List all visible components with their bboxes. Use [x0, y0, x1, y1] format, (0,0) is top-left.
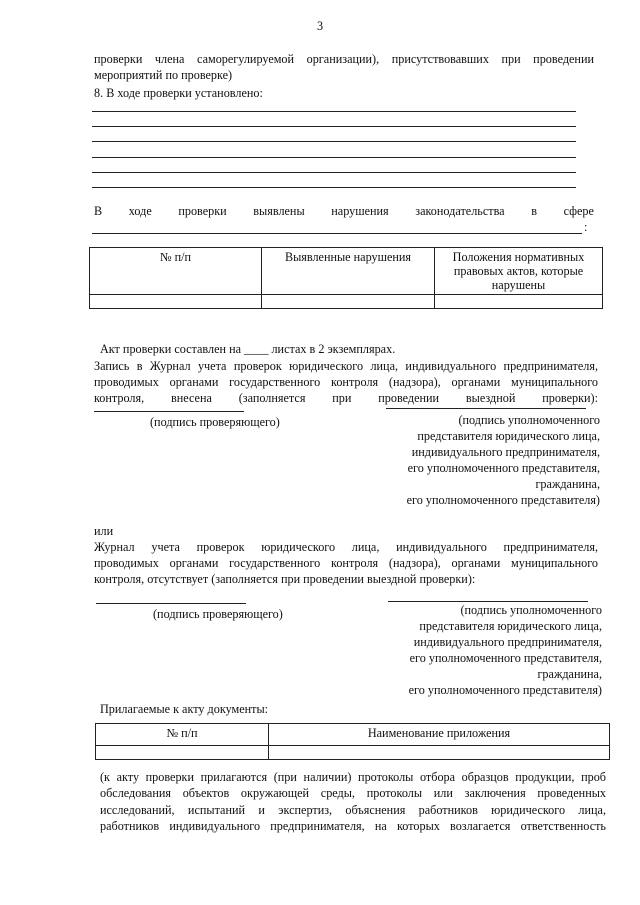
col-number-header: № п/п [96, 724, 269, 746]
rep-label-line: индивидуального предпринимателя, [411, 445, 600, 459]
rep-label-line: (подпись уполномоченного [458, 413, 600, 427]
word: в [531, 204, 537, 218]
findings-line [92, 157, 576, 158]
journal-entry-line-3 [94, 391, 598, 406]
representative-signature-line [388, 601, 588, 602]
findings-line [92, 141, 576, 142]
rep-label-line: гражданина, [537, 667, 602, 681]
col-regulations-header: Положения нормативных правовых актов, которые нарушены [435, 248, 603, 295]
rep-label-line: представителя юридического лица, [419, 619, 602, 633]
journal-entry-line-1: Запись в Журнал учета проверок юридического лица, индивидуального предпринимателя, [94, 359, 598, 373]
inspector-signature-label: (подпись проверяющего) [153, 607, 283, 621]
word: проведении [378, 391, 440, 405]
attachments-table [95, 723, 610, 760]
findings-line [92, 172, 576, 173]
table-cell[interactable] [90, 295, 262, 309]
rep-label-line: представителя юридического лица, [417, 429, 600, 443]
table-cell[interactable] [435, 295, 603, 309]
footer-note-line-3: исследований, испытаний и экспертиз, объяснения работников юридического лица, [100, 803, 606, 817]
footer-note-line-2: обследования объектов окружающей среды, протоколы или заключения проведенных [100, 786, 606, 800]
rep-label-line: его уполномоченного представителя, [409, 651, 602, 665]
page-number: 3 [316, 19, 324, 33]
findings-line [92, 111, 576, 112]
word: выездной [465, 391, 516, 405]
violations-table [89, 247, 603, 309]
rep-label-line: (подпись уполномоченного [460, 603, 602, 617]
rep-label-line: его уполномоченного представителя) [406, 493, 600, 507]
word: проверки [178, 204, 227, 218]
violations-sentence [94, 204, 594, 219]
word: нарушения [331, 204, 389, 218]
word: проверки): [542, 391, 598, 405]
inspector-signature-label: (подпись проверяющего) [150, 415, 280, 429]
rep-label-line: гражданина, [535, 477, 600, 491]
word: выявлены [253, 204, 305, 218]
inspector-signature-line [96, 603, 246, 604]
table-cell[interactable] [262, 295, 435, 309]
col-attachment-name-header: Наименование приложения [269, 724, 610, 746]
col-violations-header: Выявленные нарушения [262, 248, 435, 295]
attachments-heading: Прилагаемые к акту документы: [100, 702, 269, 716]
findings-line [92, 187, 576, 188]
table-cell[interactable] [96, 746, 269, 760]
or-label: или [94, 524, 114, 538]
violations-colon: : [584, 220, 588, 234]
journal-absent-line-3: контроля, отсутствует (заполняется при проведении выездной проверки): [94, 572, 476, 586]
word: В [94, 204, 103, 218]
word: внесена [171, 391, 212, 405]
journal-absent-line-1: Журнал учета проверок юридического лица, индивидуального предпринимателя, [94, 540, 598, 554]
footer-note-line-4: работников индивидуального предпринимателя, на которых возлагается ответственность [100, 819, 606, 833]
journal-absent-line-2: проводимых органами государственного контроля (надзора), органами муниципального [94, 556, 598, 570]
word: контроля, [94, 391, 145, 405]
word: ходе [128, 204, 152, 218]
section-8-heading: 8. В ходе проверки установлено: [94, 86, 263, 100]
intro-line-1: проверки члена саморегулируемой организации), присутствовавших при проведении [94, 52, 594, 66]
representative-signature-line [386, 408, 586, 409]
word: сфере [563, 204, 594, 218]
word: законодательства [415, 204, 505, 218]
rep-label-line: его уполномоченного представителя, [407, 461, 600, 475]
violations-blank-line [92, 233, 582, 234]
word: при [332, 391, 352, 405]
table-cell[interactable] [269, 746, 610, 760]
act-compiled-line: Акт проверки составлен на ____ листах в 2 экземплярах. [100, 342, 396, 356]
footer-note-line-1: (к акту проверки прилагаются (при наличии) протоколы отбора образцов продукции, проб [100, 770, 606, 784]
rep-label-line: индивидуального предпринимателя, [413, 635, 602, 649]
rep-label-line: его уполномоченного представителя) [408, 683, 602, 697]
journal-entry-line-2: проводимых органами государственного контроля (надзора), органами муниципального [94, 375, 598, 389]
col-number-header: № п/п [90, 248, 262, 295]
findings-line [92, 126, 576, 127]
intro-line-2: мероприятий по проверке) [94, 68, 233, 82]
inspector-signature-line [94, 411, 244, 412]
word: (заполняется [238, 391, 306, 405]
